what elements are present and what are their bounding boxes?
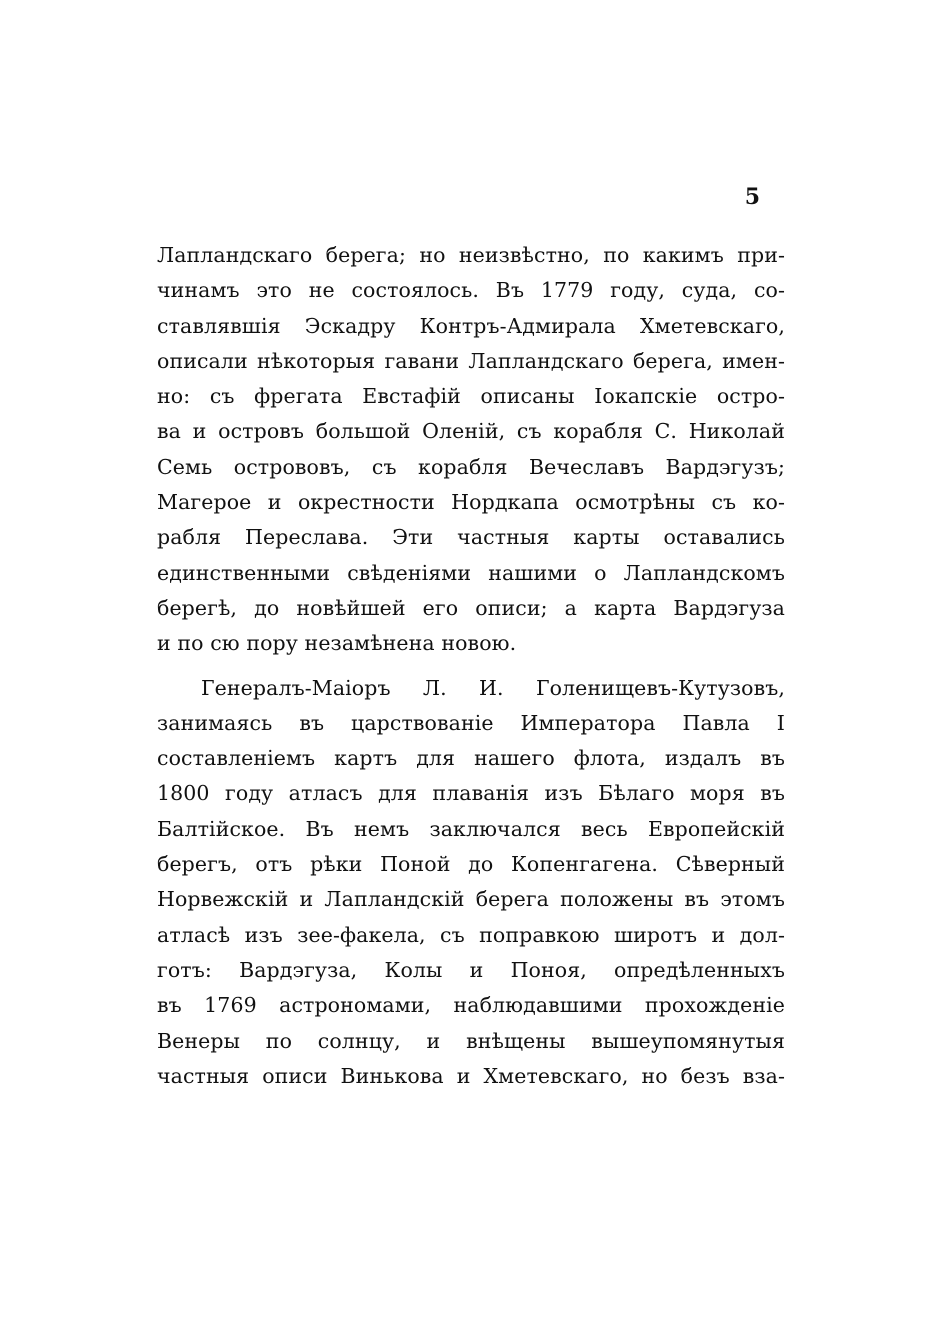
text-line: составленіемъ картъ для нашего флота, издалъ въ <box>157 746 785 771</box>
text-line: ва и островъ большой Оленій, съ корабля С. Николай <box>157 419 785 444</box>
text-line: берегѣ, до новѣйшей его описи; а карта Вардэгуза <box>157 595 785 620</box>
text-line: Семь острововъ, съ корабля Вечеславъ Вардэгузъ; <box>157 454 785 479</box>
text-line: рабля Переслава. Эти частныя карты оставались <box>157 525 785 550</box>
body-text <box>157 238 785 1094</box>
text-line: единственными свѣденіями нашими о Лапландскомъ <box>157 560 785 585</box>
text-line: и по сю пору незамѣнена новою. <box>157 631 517 656</box>
text-line: атласѣ изъ зее-факела, съ поправкою широтъ и дол- <box>157 922 785 947</box>
text-line: частныя описи Винькова и Хметевскаго, но безъ вза- <box>157 1063 785 1088</box>
paragraph-2 <box>157 671 785 1095</box>
text-line: берегъ, отъ рѣки Поной до Копенгагена. Сѣверный <box>157 852 785 877</box>
text-line: Магерое и окрестности Нордкапа осмотрѣны съ ко- <box>157 490 785 515</box>
text-line: Балтійское. Въ немъ заключался весь Европейскій <box>157 816 785 841</box>
text-line: описали нѣкоторыя гавани Лапландскаго берега, имен- <box>157 348 785 373</box>
text-line: Лапландскаго берега; но неизвѣстно, по какимъ при- <box>157 243 785 267</box>
text-line: но: съ фрегата Евстафій описаны Іокапскіе остро- <box>157 384 785 409</box>
text-line: готъ: Вардэгуза, Колы и Поноя, опредѣленныхъ <box>157 957 785 982</box>
text-line: занимаясь въ царствованіе Императора Павла I <box>157 710 785 735</box>
text-line: чинамъ это не состоялось. Въ 1779 году, суда, со- <box>157 278 785 303</box>
text-line: Норвежскій и Лапландскій берега положены въ этомъ <box>157 887 785 912</box>
text-line: ставлявшія Эскадру Контръ-Адмирала Хметевскаго, <box>157 313 785 338</box>
text-line: Венеры по солнцу, и внѣщены вышеупомянутыя <box>157 1028 785 1053</box>
text-line: Генералъ-Маіоръ Л. И. Голенищевъ-Кутузовъ, <box>201 675 785 700</box>
paragraph-1 <box>157 238 785 662</box>
page-number: 5 <box>744 184 760 210</box>
text-line: 1800 году атласъ для плаванія изъ Бѣлаго моря въ <box>157 781 785 806</box>
paragraph-spacer <box>157 662 785 671</box>
text-line: въ 1769 астрономами, наблюдавшими прохожденіе <box>157 993 785 1018</box>
